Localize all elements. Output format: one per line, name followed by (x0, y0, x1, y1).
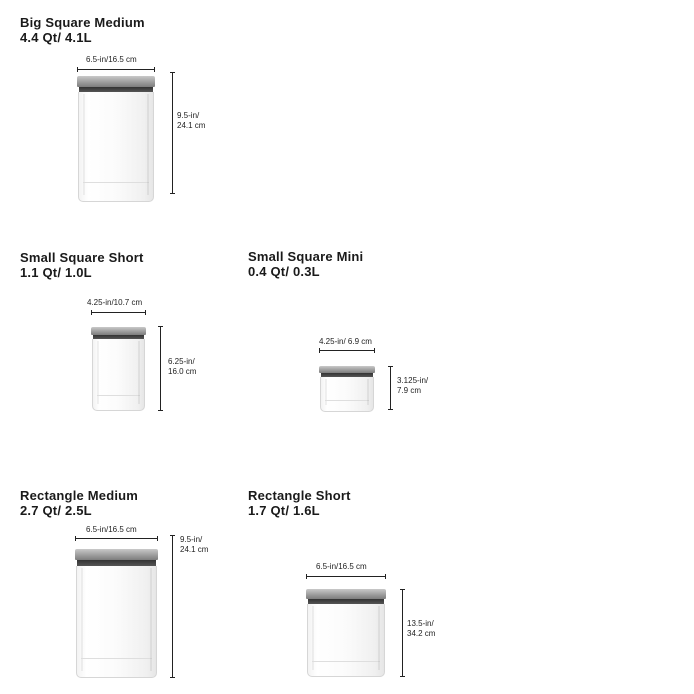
rectangle-medium-container-image (75, 549, 158, 678)
container-lid (319, 366, 375, 373)
product-title-rectangle-short (248, 488, 351, 518)
product-capacity: 1.7 Qt/ 1.6L (248, 503, 320, 518)
container-body (76, 566, 157, 678)
container-body (320, 377, 374, 412)
container-body (92, 339, 145, 411)
container-lid (91, 327, 146, 335)
width-dimension-line (75, 538, 158, 539)
product-title-small-square-mini (248, 249, 363, 279)
product-title-rectangle-medium (20, 488, 138, 518)
width-dimension-label: 4.25-in/10.7 cm (87, 298, 143, 307)
width-dimension-label: 4.25-in/ 6.9 cm (319, 337, 372, 346)
height-dimension-label: 9.5-in/ 24.1 cm (177, 111, 206, 130)
product-name: Small Square Short (20, 250, 144, 265)
container-lid (77, 76, 155, 87)
height-dimension-line (172, 72, 173, 194)
product-name: Rectangle Short (248, 488, 351, 503)
width-dimension-line (91, 312, 146, 313)
product-capacity: 4.4 Qt/ 4.1L (20, 30, 92, 45)
small-square-mini-container-image (319, 366, 375, 412)
height-dimension-line (390, 366, 391, 410)
container-body (78, 92, 154, 202)
width-dimension-label: 6.5-in/16.5 cm (86, 55, 137, 64)
width-dimension-line (319, 350, 375, 351)
container-lid (75, 549, 158, 560)
big-square-medium-container-image (77, 76, 155, 202)
width-dimension-line (77, 69, 155, 70)
height-dimension-label: 13.5-in/ 34.2 cm (407, 619, 436, 638)
height-dimension-line (160, 326, 161, 411)
product-title-big-square-medium (20, 15, 145, 45)
width-dimension-line (306, 576, 386, 577)
small-square-short-container-image (91, 327, 146, 411)
height-dimension-label: 9.5-in/ 24.1 cm (180, 535, 209, 554)
width-dimension-label: 6.5-in/16.5 cm (86, 525, 137, 534)
container-body (307, 604, 385, 677)
container-lid (306, 589, 386, 599)
product-capacity: 0.4 Qt/ 0.3L (248, 264, 320, 279)
height-dimension-label: 3.125-in/ 7.9 cm (397, 376, 429, 395)
product-capacity: 1.1 Qt/ 1.0L (20, 265, 92, 280)
product-capacity: 2.7 Qt/ 2.5L (20, 503, 92, 518)
product-title-small-square-short (20, 250, 144, 280)
height-dimension-line (172, 535, 173, 678)
rectangle-short-container-image (306, 589, 386, 677)
height-dimension-label: 6.25-in/ 16.0 cm (168, 357, 197, 376)
product-name: Rectangle Medium (20, 488, 139, 503)
product-name: Small Square Mini (248, 249, 364, 264)
height-dimension-line (402, 589, 403, 677)
width-dimension-label: 6.5-in/16.5 cm (316, 562, 367, 571)
product-name: Big Square Medium (20, 15, 145, 30)
